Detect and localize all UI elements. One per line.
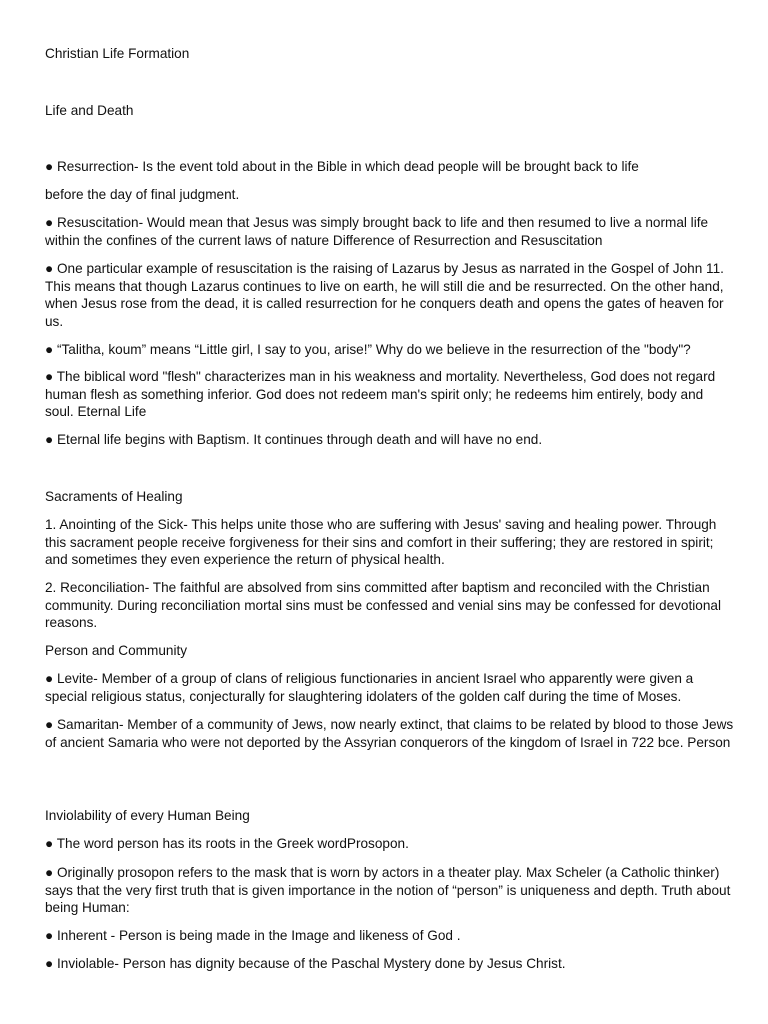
section-heading-inviolability: Inviolability of every Human Being <box>45 808 250 823</box>
bullet-word-person: ● The word person has its roots in the Greek wordProsopon. <box>45 836 409 851</box>
bullet-resuscitation: ● Resuscitation- Would mean that Jesus was simply brought back to life and then resumed to live a normal life within the confines of the current laws of nature Difference of Resurrection and Resuscitation <box>45 215 709 248</box>
document-title: Christian Life Formation <box>45 46 190 61</box>
bullet-samaritan: ● Samaritan- Member of a community of Jews, now nearly extinct, that claims to be related by blood to those Jews of ancient Samaria who were not deported by the Assyrian conquerors of the kingdom of Israel in 722 bce. Person <box>45 717 734 750</box>
item-reconciliation: 2. Reconciliation- The faithful are absolved from sins committed after baptism and reconciled with the Christian community. During reconciliation mortal sins must be confessed and venial sins may be confessed for devotional reasons. <box>45 580 721 630</box>
bullet-inherent: ● Inherent - Person is being made in the Image and likeness of God . <box>45 928 461 943</box>
bullet-levite: ● Levite- Member of a group of clans of religious functionaries in ancient Israel who apparently were given a special religious status, conjecturally for slaughtering idolaters of the golden calf during the time of Moses. <box>45 671 694 704</box>
bullet-lazarus: ● One particular example of resuscitation is the raising of Lazarus by Jesus as narrated in the Gospel of John 11. This means that though Lazarus continues to live on earth, he will still die and be resurrected. On the other hand, when Jesus rose from the dead, it is called resurrection for he conquers death and opens the gates of heaven for us. <box>45 261 724 329</box>
bullet-resurrection: ● Resurrection- Is the event told about in the Bible in which dead people will be brought back to life <box>45 159 639 174</box>
bullet-flesh: ● The biblical word "flesh" characterizes man in his weakness and mortality. Nevertheless, God does not regard human flesh as something inferior. God does not redeem man's spirit only; he redeems him entirely, body and soul. Eternal Life <box>45 369 716 419</box>
section-heading-person-community: Person and Community <box>45 643 188 658</box>
bullet-resurrection-continued: before the day of final judgment. <box>45 187 240 202</box>
bullet-talitha: ● “Talitha, koum” means “Little girl, I say to you, arise!” Why do we believe in the resurrection of the "body"? <box>45 342 691 357</box>
bullet-prosopon: ● Originally prosopon refers to the mask that is worn by actors in a theater play. Max Scheler (a Catholic thinker) says that the very first truth that is given importance in the notion of “person” is uniqueness and depth. Truth about being Human: <box>45 865 731 915</box>
section-heading-sacraments: Sacraments of Healing <box>45 489 183 504</box>
section-heading-life-death: Life and Death <box>45 103 134 118</box>
bullet-inviolable: ● Inviolable- Person has dignity because of the Paschal Mystery done by Jesus Christ. <box>45 956 566 971</box>
bullet-eternal-life: ● Eternal life begins with Baptism. It continues through death and will have no end. <box>45 432 543 447</box>
item-anointing: 1. Anointing of the Sick- This helps unite those who are suffering with Jesus' saving and healing power. Through this sacrament people receive forgiveness for their sins and comfort in their suffering; they are restored in spirit; and sometimes they even experience the return of physical health. <box>45 517 717 567</box>
